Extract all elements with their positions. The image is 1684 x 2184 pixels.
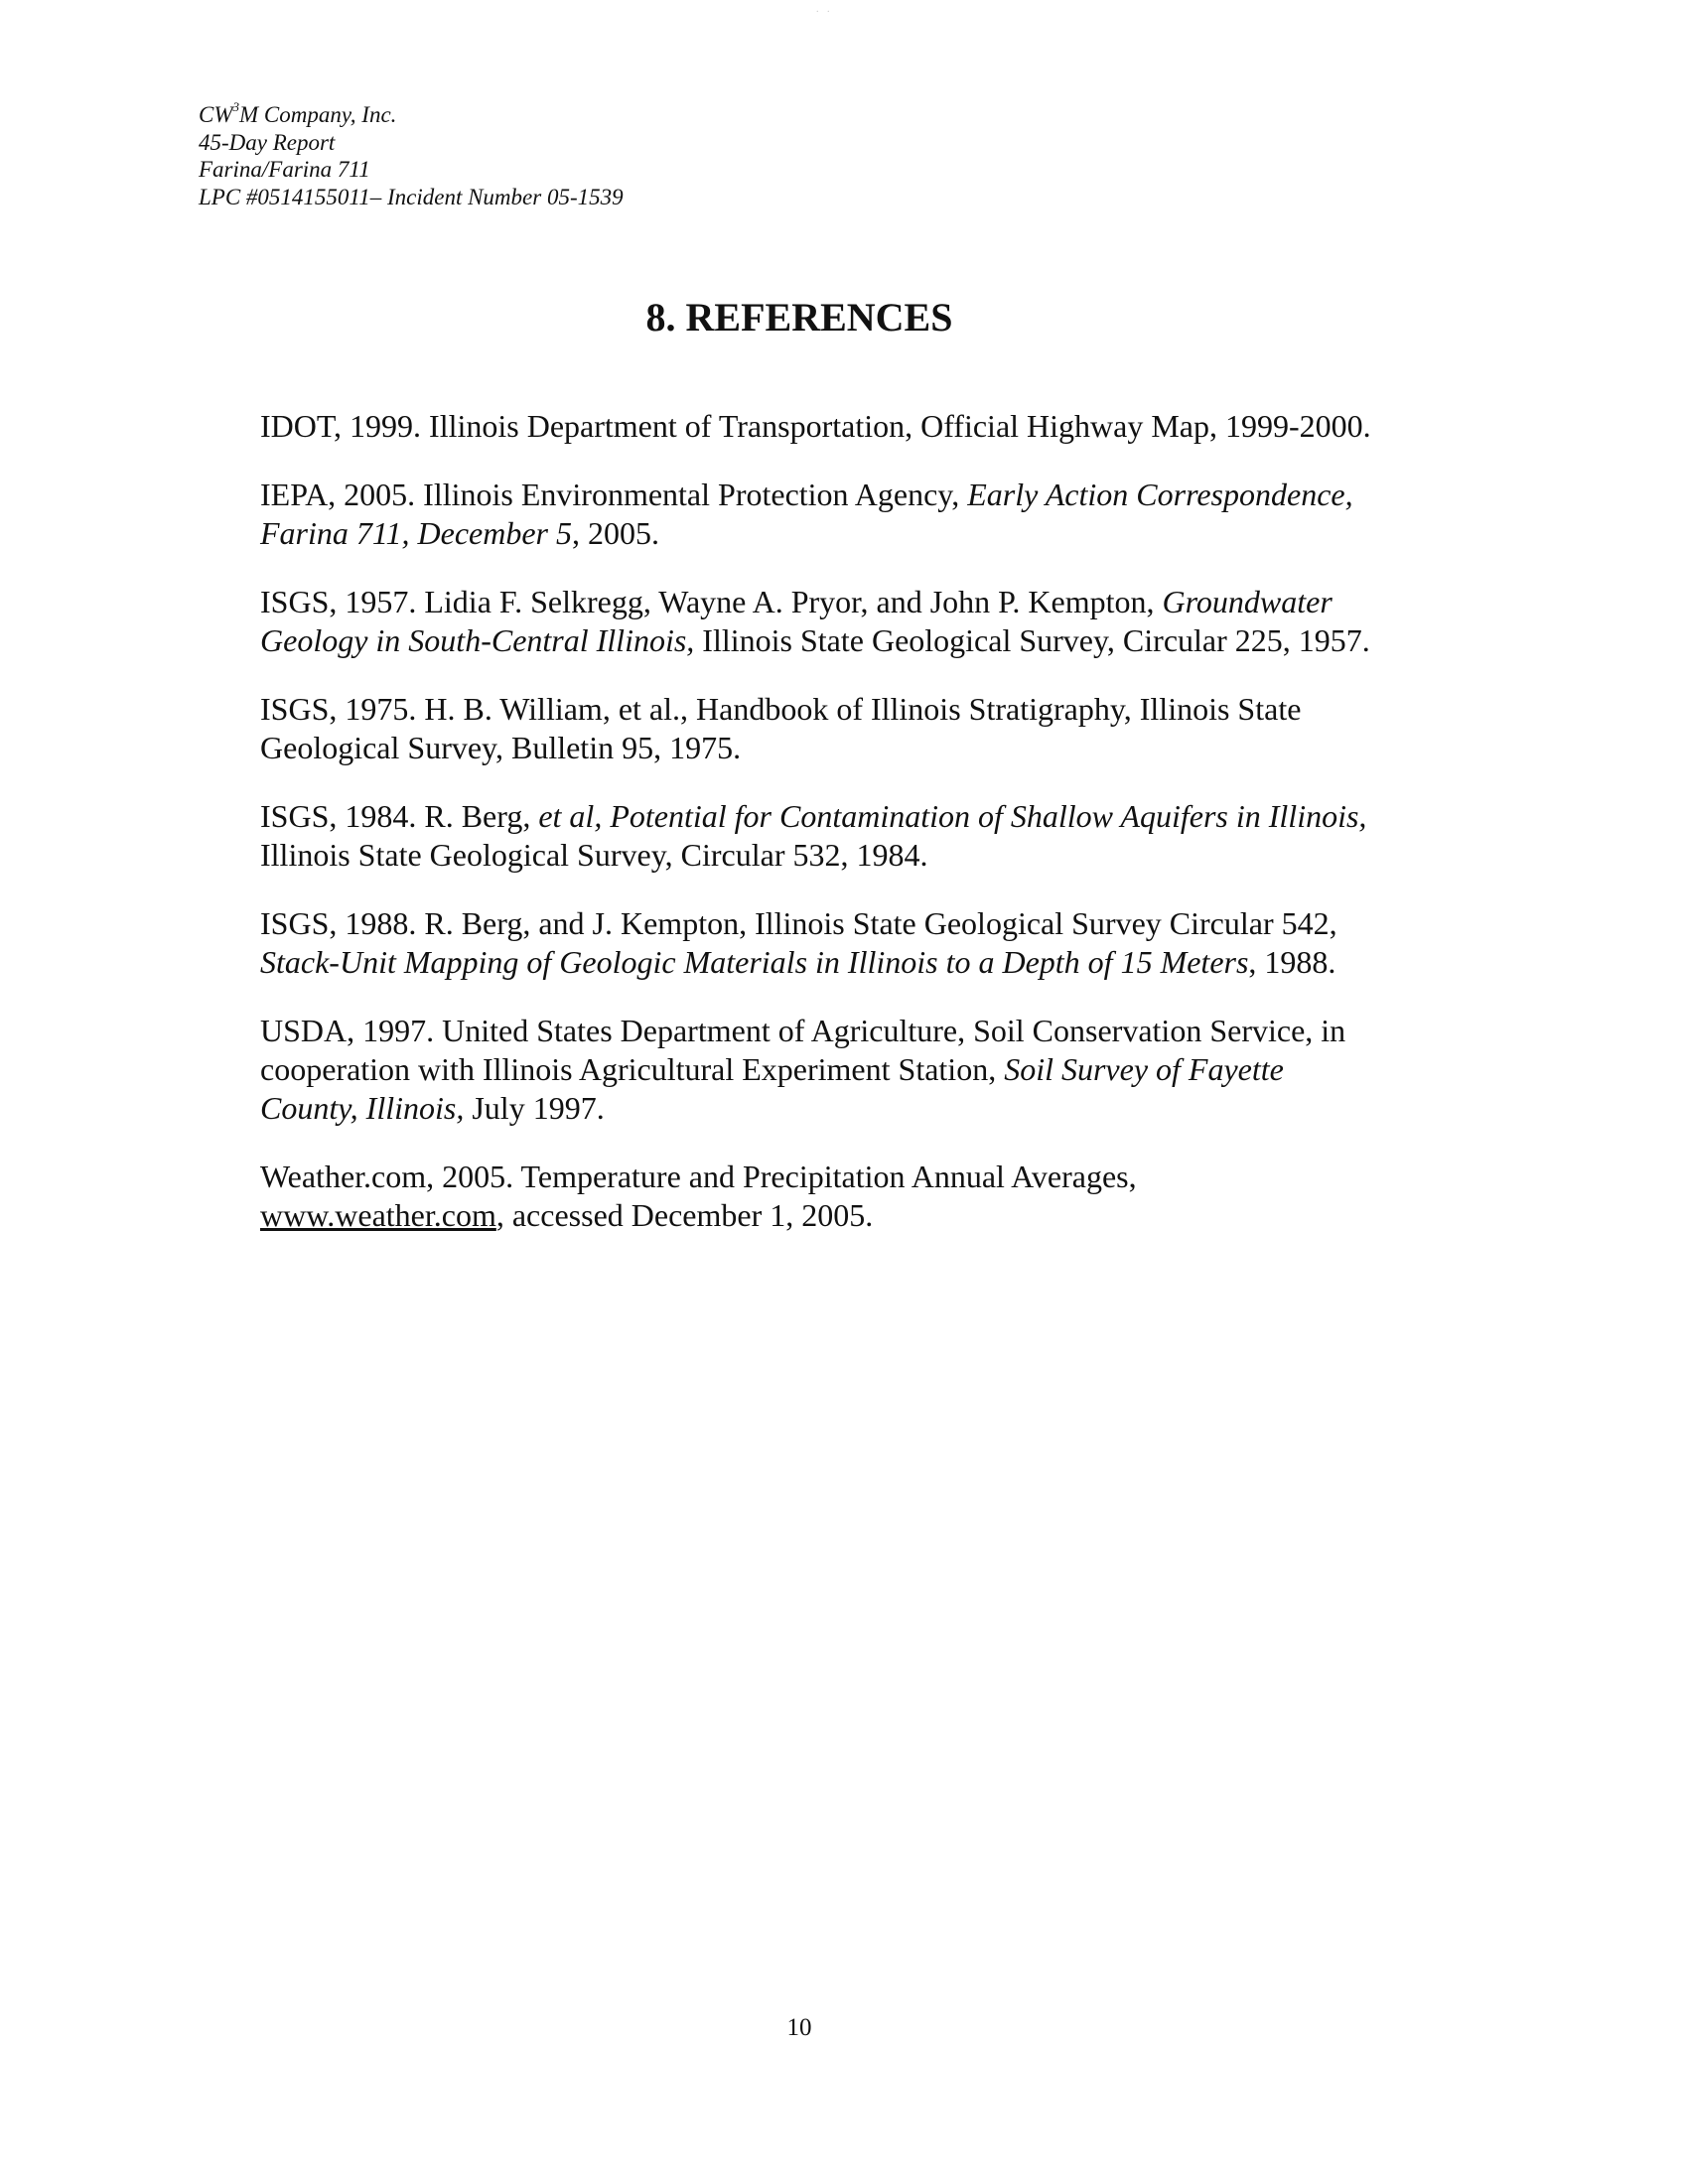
header-company-superscript: 3 [232, 99, 239, 115]
reference-isgs-1957-title: Groundwater Geology in South-Central Illinois, [260, 584, 1333, 658]
reference-iepa-title: Early Action Correspondence, Farina 711, December 5 [260, 477, 1353, 551]
reference-isgs-1957-lead: ISGS, 1957. Lidia F. Selkregg, Wayne A. Pryor, and John P. Kempton, [260, 584, 1163, 619]
reference-iepa-lead: IEPA, 2005. Illinois Environmental Protection Agency, [260, 477, 968, 512]
reference-isgs-1975: ISGS, 1975. H. B. William, et al., Handbook of Illinois Stratigraphy, Illinois State Geological Survey, Bulletin 95, 1975. [260, 691, 1302, 765]
reference-isgs-1957 [260, 583, 1382, 660]
reference-iepa-tail: , 2005. [572, 515, 659, 551]
reference-list [260, 407, 1382, 1265]
header-report: 45-Day Report [199, 129, 336, 155]
reference-isgs-1957-tail: Illinois State Geological Survey, Circular 225, 1957. [694, 622, 1370, 658]
header-company-prefix: CW [199, 102, 233, 127]
reference-usda [260, 1012, 1382, 1128]
reference-idot: IDOT, 1999. Illinois Department of Transportation, Official Highway Map, 1999-2000. [260, 408, 1371, 444]
reference-weather-tail: , accessed December 1, 2005. [495, 1197, 874, 1233]
reference-weather-lead: Weather.com, 2005. Temperature and Precipitation Annual Averages, [260, 1159, 1137, 1194]
reference-isgs-1984-tail: Illinois State Geological Survey, Circular 532, 1984. [260, 837, 928, 873]
header-company [199, 101, 624, 129]
page-number: 10 [786, 2014, 812, 2041]
header-lpc: LPC #0514155011– Incident Number 05-1539 [199, 184, 624, 209]
document-header [199, 101, 624, 210]
weather-link[interactable]: www.weather.com [260, 1197, 496, 1233]
reference-isgs-1984 [260, 797, 1382, 875]
reference-isgs-1988-title: Stack-Unit Mapping of Geologic Materials in Illinois to a Depth of 15 Meters [260, 944, 1249, 980]
section-title: 8. REFERENCES [645, 295, 953, 340]
scan-artifact: . . [816, 4, 833, 15]
reference-usda-lead: USDA, 1997. United States Department of Agriculture, Soil Conservation Service, in cooperation with Illinois Agricultural Experiment Station, [260, 1013, 1346, 1087]
reference-isgs-1984-title: et al, Potential for Contamination of Shallow Aquifers in Illinois, [538, 798, 1367, 834]
header-company-suffix: M Company, Inc. [239, 102, 397, 127]
reference-isgs-1984-lead: ISGS, 1984. R. Berg, [260, 798, 539, 834]
reference-isgs-1988-tail: , 1988. [1248, 944, 1336, 980]
reference-usda-title: Soil Survey of Fayette County, Illinois, [260, 1051, 1284, 1126]
reference-iepa [260, 476, 1382, 553]
reference-weather [260, 1158, 1382, 1235]
reference-usda-tail: July 1997. [464, 1090, 605, 1126]
header-site: Farina/Farina 711 [199, 157, 370, 182]
reference-isgs-1988-lead: ISGS, 1988. R. Berg, and J. Kempton, Illinois State Geological Survey Circular 542, [260, 905, 1337, 941]
reference-isgs-1988 [260, 904, 1382, 982]
